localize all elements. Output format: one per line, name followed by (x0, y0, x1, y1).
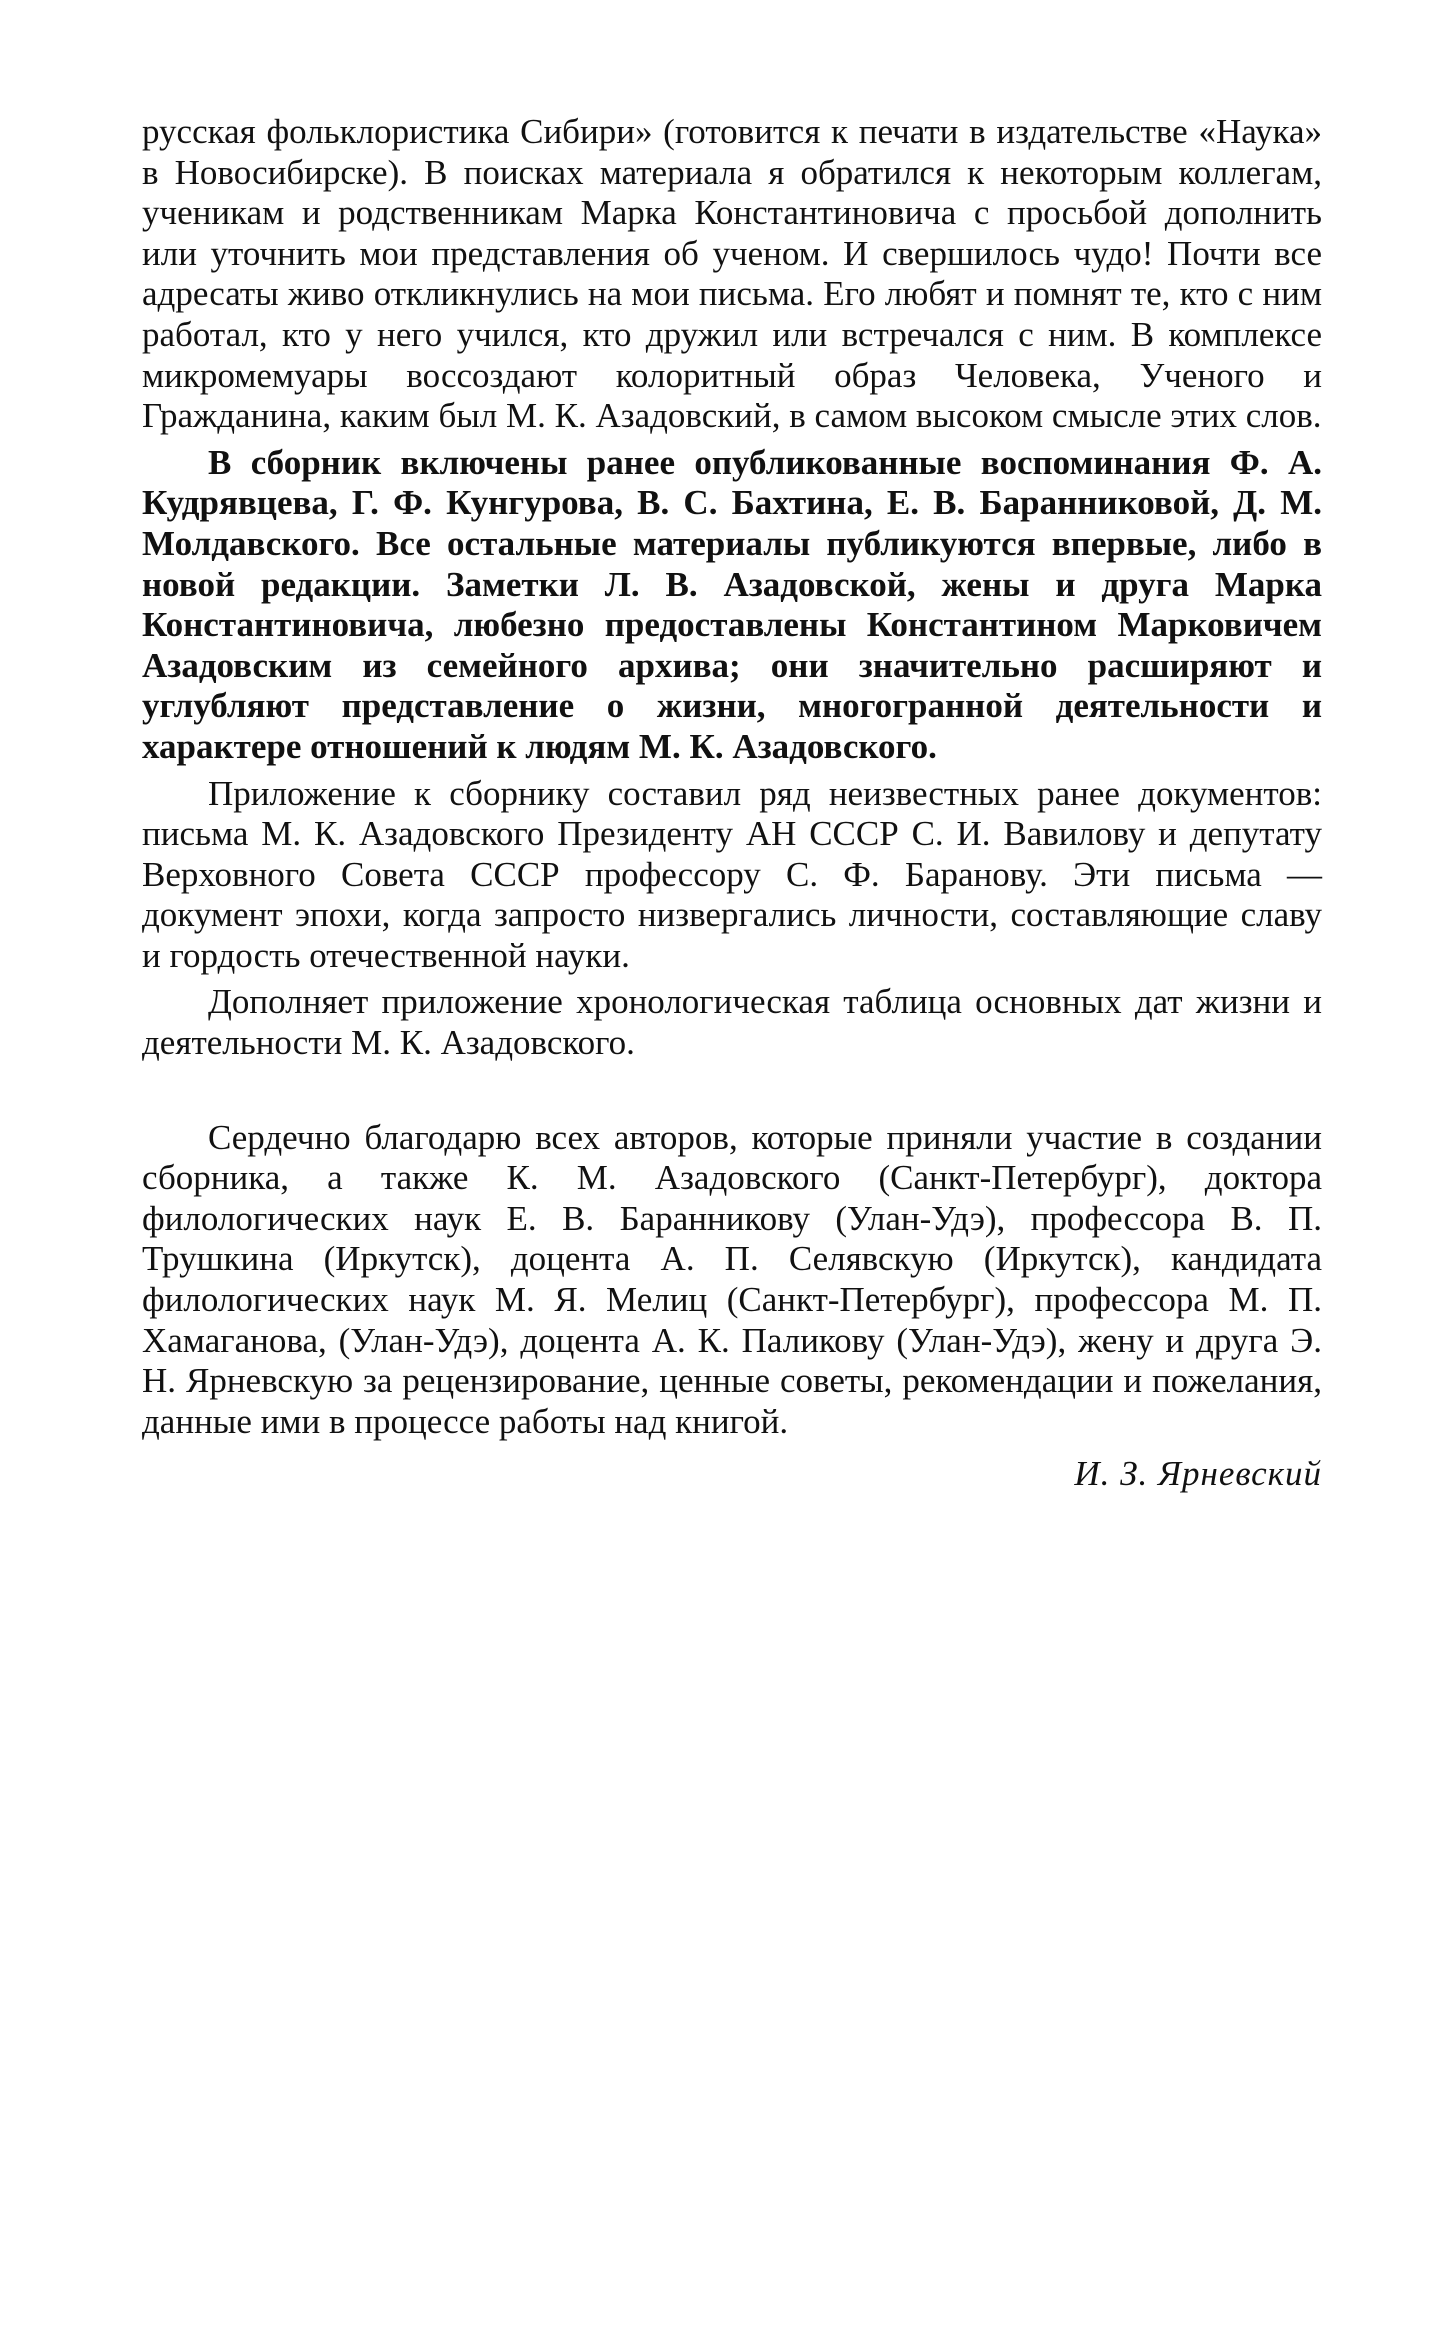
paragraph-intro: русская фольклористика Сибири» (готовится к печати в издательстве «Наука» в Новосибирске). В поисках материала я обратился к некоторым коллегам, ученикам и родственникам Марка Константиновича с просьбой дополнить или уточнить мои представления об ученом. И свершилось чудо! Почти все адресаты живо откликнулись на мои письма. Его любят и помнят те, кто с ним работал, кто у него учился, кто дружил или встречался с ним. В комплексе микромемуары воссоздают колоритный образ Человека, Ученого и Гражданина, каким был М. К. Азадовский, в самом высоком смысле этих слов. (142, 112, 1322, 436)
paragraph-acknowledgements: Сердечно благодарю всех авторов, которые приняли участие в создании сборника, а также К. М. Азадовского (Санкт-Петербург), доктора филологических наук Е. В. Баранникову (Улан-Удэ), профессора В. П. Трушкина (Иркутск), доцента А. П. Селявскую (Иркутск), кандидата филологических наук М. Я. Мелиц (Санкт-Петербург), профессора М. П. Хамаганова, (Улан-Удэ), доцента А. К. Паликову (Улан-Удэ), жену и друга Э. Н. Ярневскую за рецензирование, ценные советы, рекомендации и пожелания, данные ими в процессе работы над книгой. (142, 1117, 1322, 1441)
paragraph-collection-contents: В сборник включены ранее опубликованные воспоминания Ф. А. Кудрявцева, Г. Ф. Кунгурова, В. С. Бахтина, Е. В. Баранниковой, Д. М. Молдавского. Все остальные материалы публикуются впервые, либо в новой редакции. Заметки Л. В. Азадовской, жены и друга Марка Константиновича, любезно предоставлены Константином Марковичем Азадовским из семейного архива; они значительно расширяют и углубляют представление о жизни, многогранной деятельности и характере отношений к людям М. К. Азадовского. (142, 442, 1322, 766)
author-signature: И. З. Ярневский (1074, 1454, 1322, 1494)
document-page (142, 112, 1322, 1495)
paragraph-chronology: Дополняет приложение хронологическая таблица основных дат жизни и деятельности М. К. Азадовского. (142, 982, 1322, 1063)
paragraph-appendix: Приложение к сборнику составил ряд неизвестных ранее документов: письма М. К. Азадовского Президенту АН СССР С. И. Вавилову и депутату Верховного Совета СССР профессору С. Ф. Баранову. Эти письма — документ эпохи, когда запросто низвергались личности, составляющие славу и гордость отечественной науки. (142, 773, 1322, 975)
